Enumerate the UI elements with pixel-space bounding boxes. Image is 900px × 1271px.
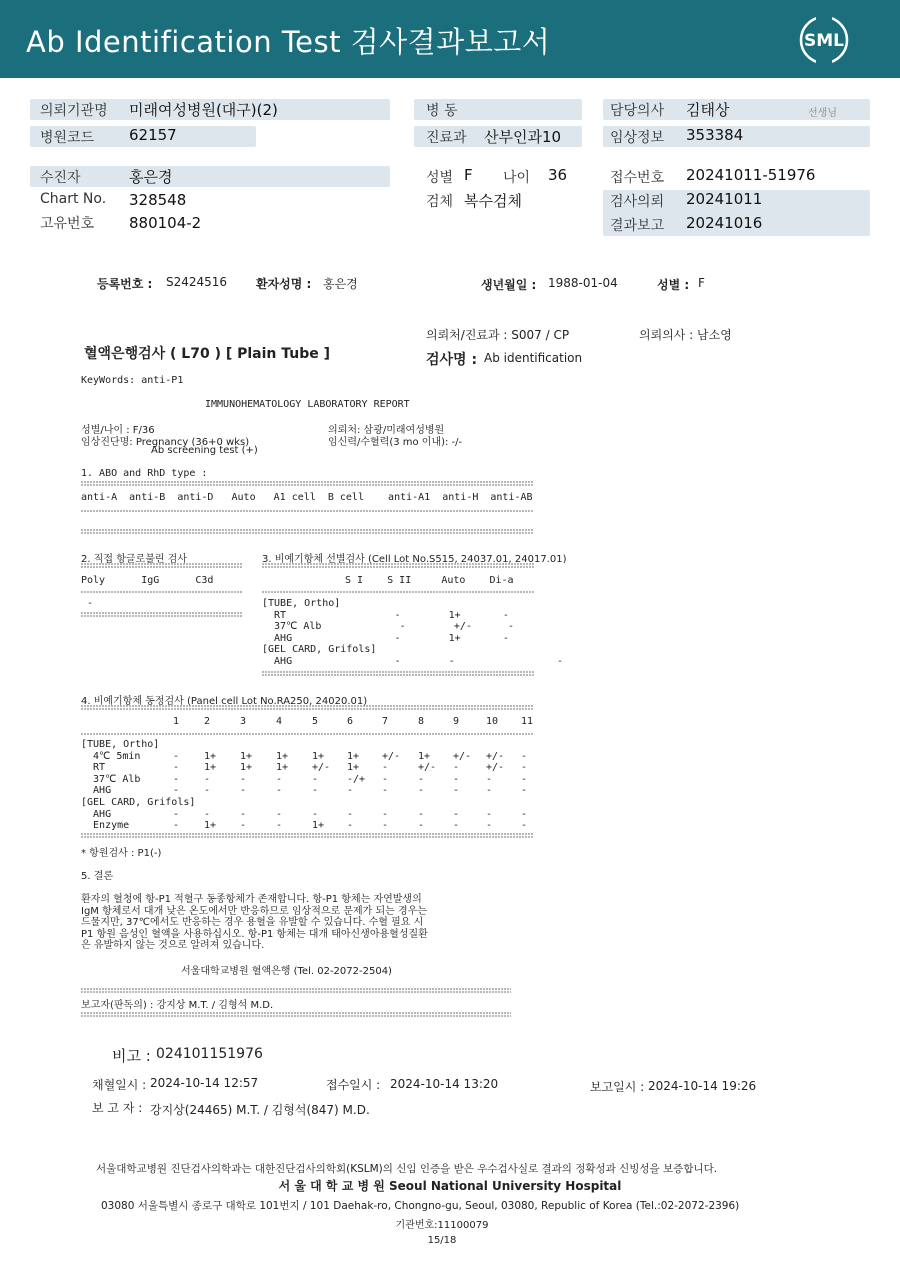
report-time-label: 보고일시 : bbox=[590, 1080, 645, 1094]
section-3-row: [GEL CARD, Grifols] bbox=[262, 644, 377, 656]
collect-time-value: 2024-10-14 12:57 bbox=[150, 1076, 259, 1090]
panel-cell: - bbox=[453, 773, 460, 785]
panel-cell: 1+ bbox=[204, 820, 217, 832]
panel-cell: - bbox=[240, 785, 247, 797]
clinical-diagnosis: 임상진단명: Pregnancy (36+0 wks) bbox=[81, 437, 250, 448]
conclusion-line: 은 유발하지 않는 것으로 알려져 있습니다. bbox=[81, 940, 265, 952]
doctor-suffix: 선생님 bbox=[808, 108, 837, 119]
panel-row-label: 37℃ Alb bbox=[81, 773, 141, 785]
dob-label: 생년월일 : bbox=[481, 278, 537, 292]
panel-cell: - bbox=[204, 785, 211, 797]
panel-cell: 1+ bbox=[347, 762, 360, 774]
section-title: 혈액은행검사 ( L70 ) [ Plain Tube ] bbox=[84, 346, 331, 362]
panel-cell: - bbox=[382, 820, 389, 832]
panel-cell: - bbox=[240, 820, 247, 832]
panel-cell: - bbox=[204, 773, 211, 785]
panel-cell: - bbox=[382, 808, 389, 820]
panel-cell: +/- bbox=[418, 762, 437, 774]
reporter-line: 보고자(판독의) : 강지상 M.T. / 김형석 M.D. bbox=[81, 1000, 274, 1011]
section-1-columns: anti-A anti-B anti-D Auto A1 cell B cell anti-A1 anti-H anti-AB bbox=[81, 492, 533, 503]
chart-no-label: Chart No. bbox=[40, 191, 107, 207]
panel-cell: - bbox=[486, 808, 493, 820]
lab-report-title: IMMUNOHEMATOLOGY LABORATORY REPORT bbox=[205, 399, 410, 410]
reg-no-label: 등록번호 : bbox=[97, 277, 153, 291]
panel-cell: - bbox=[486, 820, 493, 832]
panel-cell: - bbox=[204, 808, 211, 820]
section-3-row: RT - 1+ - bbox=[262, 609, 509, 621]
certification-text: 서울대학교병원 진단검사의학과는 대한진단검사의학회(KSLM)의 신임 인증을 받은 우수검사실로 결과의 정확성과 신빙성을 보증합니다. bbox=[96, 1163, 718, 1175]
panel-cell: - bbox=[453, 820, 460, 832]
unique-id-label: 고유번호 bbox=[40, 216, 95, 232]
department-label: 진료과 bbox=[426, 130, 467, 146]
hospital-code-label: 병원코드 bbox=[40, 130, 95, 146]
section-2-columns: Poly IgG C3d bbox=[81, 575, 214, 586]
report-sex-label: 성별 : bbox=[657, 278, 690, 292]
age-value: 36 bbox=[548, 166, 568, 184]
section-5-title: 5. 결론 bbox=[81, 871, 114, 882]
report-sex-value: F bbox=[698, 276, 705, 290]
panel-cell: - bbox=[173, 750, 180, 762]
panel-cell: - bbox=[521, 808, 528, 820]
panel-cell: - bbox=[347, 808, 354, 820]
panel-cell: 1+ bbox=[204, 762, 217, 774]
report-date-label: 결과보고 bbox=[610, 218, 665, 234]
panel-column-header: 3 bbox=[240, 716, 247, 727]
collect-time-label: 채혈일시 : bbox=[92, 1078, 147, 1092]
institution-number: 기관번호:11100079 bbox=[395, 1220, 489, 1231]
doctor-value: 김태상 bbox=[686, 101, 730, 119]
blood-bank: 서울대학교병원 혈액은행 (Tel. 02-2072-2504) bbox=[181, 966, 392, 977]
specimen-label: 검체 bbox=[426, 194, 454, 210]
panel-cell: - bbox=[276, 773, 283, 785]
panel-row-label: [GEL CARD, Grifols] bbox=[81, 797, 196, 808]
ward-label: 병 동 bbox=[426, 103, 458, 119]
panel-cell: - bbox=[453, 785, 460, 797]
panel-column-header: 6 bbox=[347, 716, 354, 727]
test-name-label: 검사명 : bbox=[426, 352, 478, 368]
section-3-title: 3. 비예기항체 선별검사 (Cell Lot No.S515, 24037.01, 24017.01) bbox=[262, 554, 567, 565]
clinical-info-value: 353384 bbox=[686, 126, 744, 144]
panel-column-header: 9 bbox=[453, 716, 460, 727]
request-date-value: 20241011 bbox=[686, 190, 763, 208]
reporter-value: 강지상(24465) M.T. / 김형석(847) M.D. bbox=[150, 1103, 370, 1117]
panel-cell: +/- bbox=[486, 762, 505, 774]
panel-cell: 1+ bbox=[240, 762, 253, 774]
panel-cell: - bbox=[347, 785, 354, 797]
patient-name-report-label: 환자성명 : bbox=[256, 277, 312, 291]
panel-cell: - bbox=[276, 785, 283, 797]
note-label: 비고 : bbox=[112, 1047, 151, 1065]
panel-column-header: 7 bbox=[382, 716, 389, 727]
panel-row-label: [TUBE, Ortho] bbox=[81, 739, 160, 750]
section-3-row: AHG - 1+ - bbox=[262, 632, 509, 644]
panel-cell: - bbox=[276, 808, 283, 820]
panel-cell: - bbox=[347, 820, 354, 832]
panel-cell: 1+ bbox=[276, 762, 289, 774]
panel-column-header: 4 bbox=[276, 716, 283, 727]
panel-cell: - bbox=[521, 785, 528, 797]
reporter-label: 보 고 자 : bbox=[92, 1101, 143, 1115]
request-date-label: 검사의뢰 bbox=[610, 194, 665, 210]
page-title: Ab Identification Test 검사결과보고서 bbox=[26, 25, 551, 59]
panel-cell: 1+ bbox=[204, 750, 217, 762]
panel-cell: - bbox=[312, 785, 319, 797]
chart-no-value: 328548 bbox=[129, 191, 187, 209]
panel-row-label: RT bbox=[81, 762, 106, 774]
panel-cell: - bbox=[173, 785, 180, 797]
patient-name-value: 홍은경 bbox=[129, 168, 173, 186]
referrer: 의뢰처/진료과 : S007 / CP bbox=[426, 328, 570, 342]
sex-age: 성별/나이 : F/36 bbox=[81, 425, 155, 436]
section-3-row: AHG - - - bbox=[262, 656, 564, 667]
section-4-rules bbox=[81, 704, 536, 844]
panel-column-header: 10 bbox=[486, 716, 499, 727]
section-3-row: 37℃ Alb - +/- - bbox=[262, 621, 515, 633]
panel-cell: - bbox=[418, 773, 425, 785]
panel-cell: - bbox=[240, 808, 247, 820]
sml-logo bbox=[798, 14, 850, 66]
panel-column-header: 8 bbox=[418, 716, 425, 727]
sex-label: 성별 bbox=[426, 170, 454, 186]
panel-cell: - bbox=[240, 773, 247, 785]
panel-cell: 1+ bbox=[312, 820, 325, 832]
hospital-code-value: 62157 bbox=[129, 126, 177, 144]
panel-cell: - bbox=[418, 808, 425, 820]
age-label: 나이 bbox=[503, 170, 531, 186]
panel-cell: 1+ bbox=[347, 750, 360, 762]
panel-cell: - bbox=[312, 808, 319, 820]
panel-column-header: 5 bbox=[312, 716, 319, 727]
section-3-columns: S I S II Auto Di-a bbox=[345, 575, 514, 586]
conclusion-line: 환자의 혈청에 항-P1 적혈구 동종항체가 존재합니다. 항-P1 항체는 자연발생의 bbox=[81, 894, 422, 905]
panel-cell: - bbox=[486, 773, 493, 785]
panel-cell: +/- bbox=[486, 750, 505, 762]
department-value: 산부인과10 bbox=[484, 128, 562, 146]
section-3-row: [TUBE, Ortho] bbox=[262, 598, 341, 609]
pregnancy-transfusion: 임신력/수혈력(3 mo 이내): -/- bbox=[328, 437, 463, 448]
panel-cell: - bbox=[173, 820, 180, 832]
dob-value: 1988-01-04 bbox=[548, 276, 618, 290]
panel-cell: - bbox=[382, 773, 389, 785]
panel-cell: - bbox=[486, 785, 493, 797]
panel-row-label: AHG bbox=[81, 785, 112, 797]
section-1-title: 1. ABO and RhD type : bbox=[81, 468, 208, 479]
panel-cell: 1+ bbox=[240, 750, 253, 762]
accept-time-value: 2024-10-14 13:20 bbox=[390, 1077, 499, 1091]
panel-cell: +/- bbox=[382, 750, 401, 762]
section-2-value: - bbox=[87, 598, 94, 609]
test-name-value: Ab identification bbox=[484, 351, 583, 365]
report-date-value: 20241016 bbox=[686, 214, 763, 232]
report-time-value: 2024-10-14 19:26 bbox=[648, 1079, 757, 1093]
section-1-rules bbox=[81, 480, 536, 540]
patient-name-label: 수진자 bbox=[40, 170, 81, 186]
panel-cell: - bbox=[453, 762, 460, 774]
panel-column-header: 11 bbox=[521, 716, 534, 727]
institution-value: 미래여성병원(대구)(2) bbox=[129, 101, 278, 119]
receipt-no-value: 20241011-51976 bbox=[686, 166, 816, 184]
section-4-title: 4. 비예기항체 동정검사 (Panel cell Lot No.RA250, 24020.01) bbox=[81, 696, 368, 707]
clinical-info-label: 임상정보 bbox=[610, 130, 665, 146]
panel-row-label: 4℃ 5min bbox=[81, 750, 141, 762]
note-value: 024101151976 bbox=[156, 1046, 263, 1062]
panel-cell: - bbox=[453, 808, 460, 820]
panel-cell: - bbox=[173, 773, 180, 785]
conclusion-line: IgM 항체로서 대개 낮은 온도에서만 반응하므로 임상적으로 문제가 되는 경우는 bbox=[81, 905, 427, 917]
hospital-address: 03080 서울특별시 종로구 대학로 101번지 / 101 Daehak-ro, Chongno-gu, Seoul, 03080, Republic of Korea (Tel.:02-2072-2396) bbox=[101, 1200, 740, 1212]
panel-cell: - bbox=[418, 785, 425, 797]
panel-cell: - bbox=[382, 785, 389, 797]
panel-cell: - bbox=[521, 750, 528, 762]
panel-cell: 1+ bbox=[418, 750, 431, 762]
panel-cell: - bbox=[418, 820, 425, 832]
specimen-value: 복수검체 bbox=[464, 192, 522, 210]
panel-cell: - bbox=[173, 808, 180, 820]
logo-text: SML bbox=[804, 31, 844, 51]
panel-row-label: Enzyme bbox=[81, 820, 130, 832]
sex-value: F bbox=[464, 166, 473, 184]
clinical-diagnosis-2: Ab screening test (+) bbox=[151, 445, 258, 456]
panel-cell: +/- bbox=[312, 762, 331, 774]
antigen-test: * 항원검사 : P1(-) bbox=[81, 848, 162, 859]
panel-cell: 1+ bbox=[276, 750, 289, 762]
panel-cell: - bbox=[312, 773, 319, 785]
panel-row-label: AHG bbox=[81, 808, 112, 820]
section-2-title: 2. 직접 항글로불린 검사 bbox=[81, 554, 188, 565]
panel-cell: - bbox=[173, 762, 180, 774]
referring-institution: 의뢰처: 삼광/미래여성병원 bbox=[328, 425, 445, 436]
info-bar bbox=[30, 166, 390, 187]
institution-label: 의뢰기관명 bbox=[40, 103, 108, 119]
panel-cell: - bbox=[521, 762, 528, 774]
unique-id-value: 880104-2 bbox=[129, 214, 202, 232]
panel-cell: - bbox=[276, 820, 283, 832]
keywords: KeyWords: anti-P1 bbox=[81, 375, 184, 386]
panel-column-header: 2 bbox=[204, 716, 211, 727]
reg-no-value: S2424516 bbox=[166, 275, 228, 289]
panel-cell: -/+ bbox=[347, 773, 366, 785]
report-header bbox=[0, 0, 900, 78]
doctor-label: 담당의사 bbox=[610, 103, 665, 119]
panel-cell: - bbox=[521, 773, 528, 785]
receipt-no-label: 접수번호 bbox=[610, 170, 665, 186]
accept-time-label: 접수일시 : bbox=[326, 1078, 381, 1092]
panel-cell: 1+ bbox=[312, 750, 325, 762]
hospital-name: 서 울 대 학 교 병 원 Seoul National University Hospital bbox=[278, 1179, 622, 1193]
conclusion-line: 드물지만, 37℃에서도 반응하는 경우 용혈을 유발할 수 있습니다. 수혈 필요 시 bbox=[81, 917, 424, 929]
panel-cell: +/- bbox=[453, 750, 472, 762]
panel-cell: - bbox=[521, 820, 528, 832]
referring-doctor: 의뢰의사 : 남소영 bbox=[639, 328, 732, 342]
patient-name-report-value: 홍은경 bbox=[323, 277, 358, 291]
panel-column-header: 1 bbox=[173, 716, 180, 727]
conclusion-line: P1 항원 음성인 혈액을 사용하십시오. 항-P1 항체는 대개 태아신생아용혈성질환 bbox=[81, 928, 428, 940]
page-number: 15/18 bbox=[427, 1235, 457, 1246]
panel-cell: - bbox=[382, 762, 389, 774]
